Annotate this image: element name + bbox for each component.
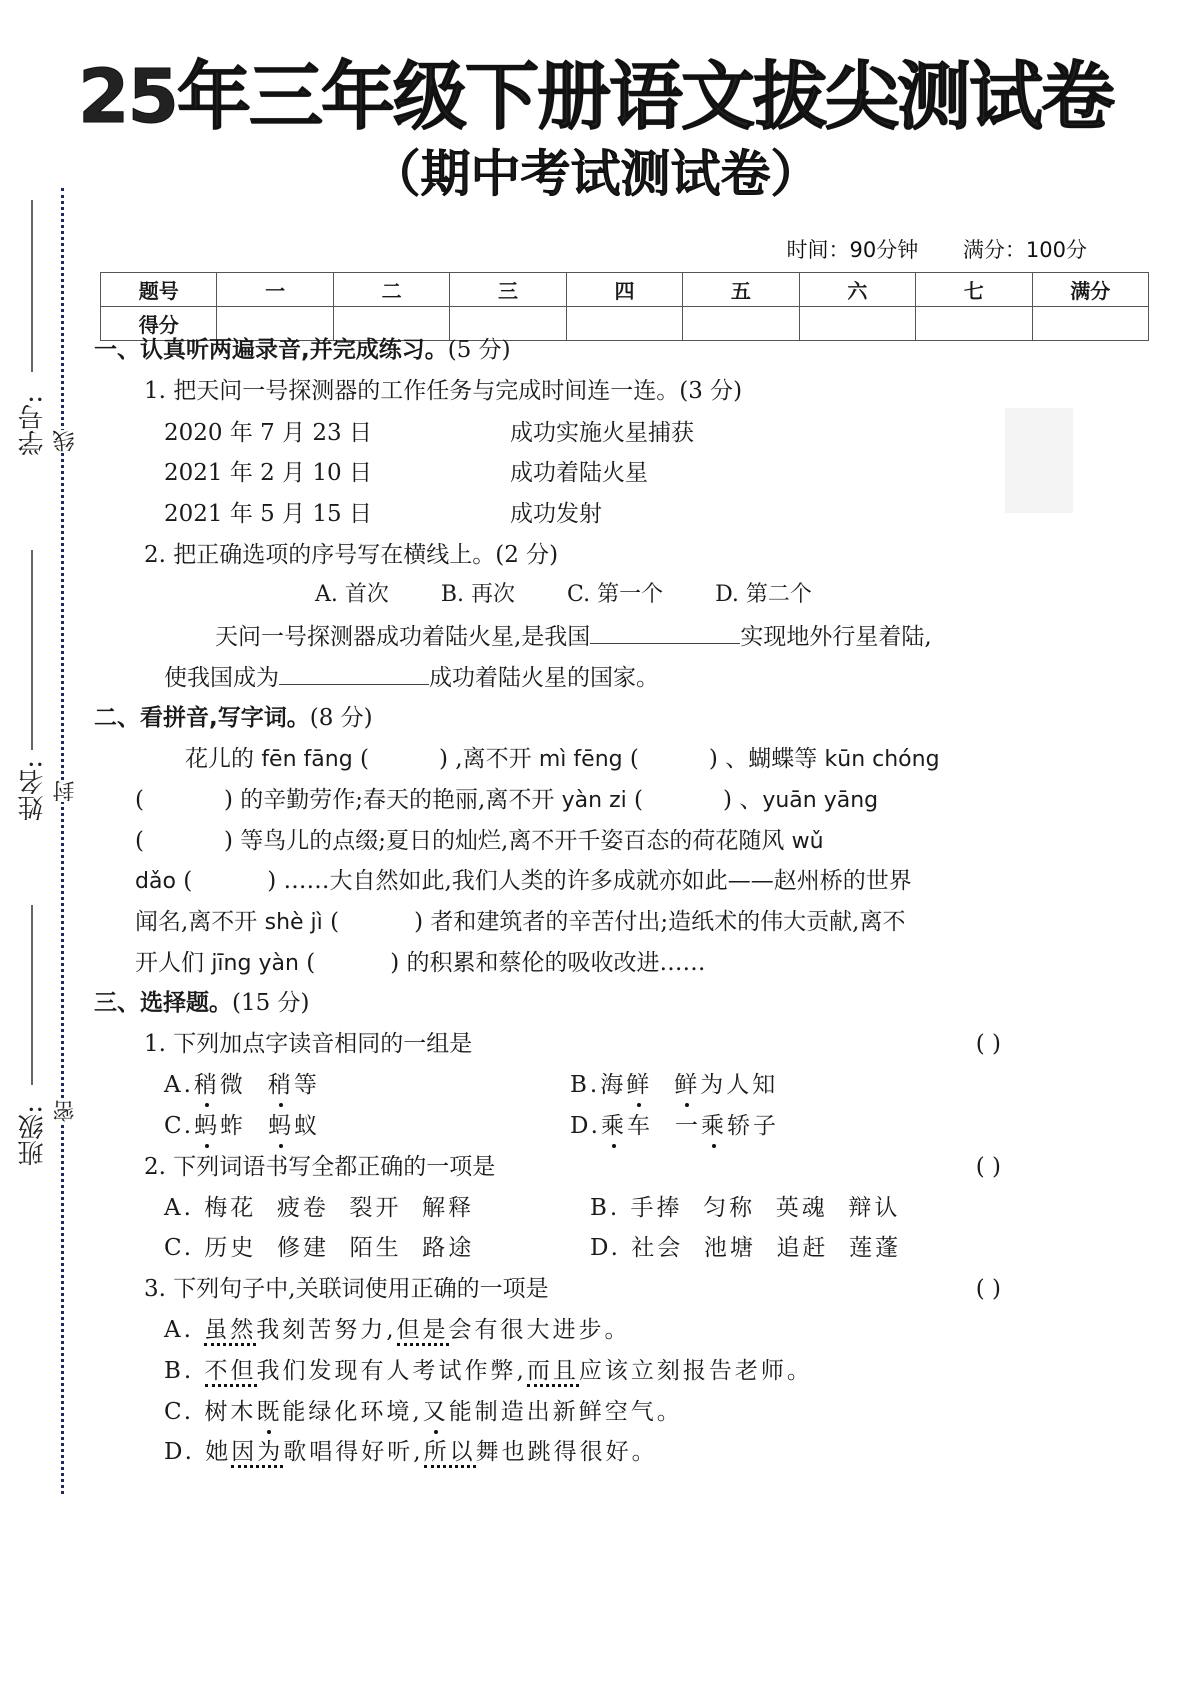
- column-header: 六: [799, 273, 915, 307]
- connective-word: 但是: [397, 1317, 449, 1346]
- score-cell[interactable]: [1032, 307, 1149, 341]
- option-letter: B.: [570, 1072, 601, 1098]
- section-1-heading: [94, 335, 511, 365]
- s2-line: [135, 907, 905, 938]
- section-points: (8 分): [309, 705, 373, 731]
- paren: (: [622, 746, 639, 772]
- option: D. 第二个: [715, 582, 812, 607]
- option: C. 第一个: [567, 582, 664, 607]
- connective-word: 又: [422, 1399, 449, 1425]
- exam-full-score: 满分：100分: [962, 238, 1087, 262]
- text: 一: [674, 1113, 701, 1139]
- score-cell[interactable]: [916, 307, 1032, 341]
- sentence-text: 使我国成为: [164, 665, 279, 691]
- emphasized-char: 稍: [267, 1072, 294, 1098]
- paren: (: [322, 909, 340, 935]
- column-header: 一: [217, 273, 333, 307]
- option: A. 首次: [315, 582, 389, 607]
- s3-q2-prompt: 2. 下列词语书写全都正确的一项是: [144, 1154, 496, 1180]
- seal-char-line: 线: [50, 430, 81, 452]
- text: 车: [626, 1113, 653, 1139]
- score-table-header-row: [101, 273, 1149, 307]
- text: 开人们: [135, 950, 212, 976]
- s2-line: [135, 826, 824, 857]
- section-title: 二、看拼音,写字词。: [94, 705, 310, 731]
- s3-q3-option-d[interactable]: [164, 1437, 658, 1467]
- text: 花儿的: [185, 746, 262, 772]
- answer-blank[interactable]: [279, 662, 429, 685]
- s3-q2-option-c[interactable]: C. 历史 修建 陌生 路途: [164, 1235, 475, 1261]
- column-header: 四: [566, 273, 682, 307]
- text: ) 者和建筑者的辛苦付出;造纸术的伟大贡献,离不: [414, 909, 906, 935]
- exam-meta: [748, 234, 1087, 264]
- paren: (: [298, 950, 316, 976]
- emphasized-char: 乘: [700, 1113, 727, 1139]
- seal-char-seal: 封: [50, 780, 81, 802]
- pinyin: mì fēng: [538, 747, 623, 772]
- s1-q1-date: 2020 年 7 月 23 日: [164, 420, 372, 446]
- text: 蚱: [220, 1113, 247, 1139]
- name-underline: [31, 550, 33, 750]
- binding-dotted-line: [61, 188, 64, 1494]
- s3-q1-option-b[interactable]: [570, 1070, 778, 1100]
- row-label: 题号: [101, 273, 217, 307]
- s1-q2-options: [315, 580, 812, 610]
- score-table: [100, 272, 1149, 341]
- text: 能制造出新鲜空气。: [448, 1399, 683, 1425]
- text: 歌唱得好听,: [283, 1439, 424, 1465]
- student-id-underline: [31, 200, 33, 372]
- column-header: 七: [916, 273, 1032, 307]
- row-label: 得分: [101, 307, 217, 341]
- text: 我们发现有人考试作弊,: [256, 1358, 527, 1384]
- s3-q2-option-d[interactable]: D. 社会 池塘 追赶 莲蓬: [590, 1235, 902, 1261]
- option-letter: C.: [164, 1113, 195, 1139]
- emphasized-char: 鲜: [626, 1072, 653, 1098]
- text: D. 她: [164, 1439, 232, 1465]
- s2-line: [135, 866, 912, 897]
- option-letter: B.: [164, 1358, 205, 1384]
- s1-q1-date: 2021 年 5 月 15 日: [164, 501, 372, 527]
- s3-q3-prompt: 3. 下列句子中,关联词使用正确的一项是: [144, 1276, 549, 1302]
- student-id-label: 学号:: [18, 395, 48, 456]
- option-letter: A.: [164, 1317, 205, 1343]
- section-points: (15 分): [232, 990, 310, 1016]
- s3-q1-prompt: 1. 下列加点字读音相同的一组是: [144, 1031, 473, 1057]
- text: ) 、蝴蝶等: [708, 746, 825, 772]
- text: ) 的积累和蔡伦的吸收改进……: [390, 950, 706, 976]
- connective-word: 而且: [527, 1358, 579, 1387]
- exam-time: 时间：90分钟: [786, 238, 919, 262]
- text: 蚁: [294, 1113, 321, 1139]
- class-underline: [31, 905, 33, 1085]
- pinyin: fēn fāng: [261, 747, 353, 772]
- text: 微: [219, 1072, 246, 1098]
- section-points: (5 分): [447, 337, 511, 363]
- pinyin: yàn zi: [561, 788, 627, 813]
- section-3-heading: [94, 988, 310, 1018]
- pinyin: wǔ: [791, 829, 824, 854]
- emphasized-char: 蚂: [268, 1113, 295, 1139]
- s1-q2-sentence-line1: [215, 621, 932, 652]
- section-title: 三、选择题。: [94, 990, 232, 1016]
- s3-q3-option-c[interactable]: [164, 1397, 683, 1427]
- pinyin: kūn chóng: [824, 747, 940, 772]
- score-cell[interactable]: [799, 307, 915, 341]
- connective-word: 虽然: [204, 1317, 256, 1346]
- emphasized-char: 鲜: [674, 1072, 701, 1098]
- s3-q1-option-c[interactable]: [164, 1111, 320, 1141]
- text: ) ,离不开: [438, 746, 539, 772]
- option: B. 再次: [440, 582, 516, 607]
- pinyin: dǎo: [135, 869, 176, 894]
- text: 舞也跳得很好。: [475, 1439, 658, 1465]
- s3-q3-option-a[interactable]: [164, 1315, 631, 1345]
- text: 海: [600, 1072, 627, 1098]
- text: 我刻苦努力,: [256, 1317, 397, 1343]
- s3-q3-option-b[interactable]: [164, 1356, 813, 1386]
- connective-word: 所以: [424, 1439, 476, 1468]
- seal-char-secret: 密: [50, 1100, 81, 1122]
- section-title: 一、认真听两遍录音,并完成练习。: [94, 337, 448, 363]
- paren: (: [352, 746, 369, 772]
- emphasized-char: 蚂: [194, 1113, 221, 1139]
- paren: (: [626, 787, 644, 813]
- column-header: 二: [333, 273, 449, 307]
- page-subtitle: （期中考试测试卷）: [370, 145, 821, 203]
- scan-artifact: [1005, 408, 1073, 513]
- answer-paren[interactable]: ( ): [975, 1276, 1001, 1302]
- pinyin: jīng yàn: [211, 951, 299, 976]
- sentence-text: 实现地外行星着陆,: [740, 624, 932, 650]
- score-cell[interactable]: [683, 307, 799, 341]
- page-title: 25年三年级下册语文拔尖测试卷: [78, 54, 1113, 140]
- option-letter: A.: [164, 1072, 194, 1098]
- s2-line: [135, 948, 705, 979]
- s1-q2-sentence-line2: [164, 662, 659, 693]
- text: 能绿化环境,: [282, 1399, 423, 1425]
- pinyin: yuān yāng: [762, 788, 879, 813]
- text: 闻名,离不开: [135, 909, 265, 935]
- text: 应该立刻报告老师。: [578, 1358, 813, 1384]
- s3-q2-option-b[interactable]: B. 手捧 匀称 英魂 辩认: [590, 1195, 901, 1221]
- sentence-text: 成功着陆火星的国家。: [429, 665, 659, 691]
- text: 为人知: [700, 1072, 779, 1098]
- text: 会有很大进步。: [448, 1317, 631, 1343]
- option-letter: D.: [570, 1113, 601, 1139]
- emphasized-char: 乘: [600, 1113, 627, 1139]
- sentence-text: 天问一号探测器成功着陆火星,是我国: [215, 624, 591, 650]
- emphasized-char: 稍: [193, 1072, 220, 1098]
- paren: (: [135, 787, 144, 813]
- pinyin: shè jì: [264, 910, 323, 935]
- s3-q2-option-a[interactable]: A. 梅花 疲卷 裂开 解释: [164, 1195, 475, 1221]
- paren: (: [175, 868, 193, 894]
- s1-q1-task: 成功着陆火星: [510, 460, 648, 486]
- s1-q1-task: 成功实施火星捕获: [510, 420, 694, 446]
- section-2-heading: [94, 703, 373, 733]
- text: ) 的辛勤劳作;春天的艳丽,离不开: [223, 787, 562, 813]
- score-cell[interactable]: [566, 307, 682, 341]
- class-label: 班级:: [18, 1105, 48, 1166]
- text: ) 、: [723, 787, 763, 813]
- s1-q1-task: 成功发射: [510, 501, 602, 527]
- s3-q1-option-d[interactable]: [570, 1111, 779, 1141]
- s3-q1-option-a[interactable]: [164, 1070, 320, 1100]
- s2-line: [135, 785, 878, 816]
- answer-paren[interactable]: ( ): [975, 1031, 1001, 1057]
- answer-blank[interactable]: [590, 621, 740, 644]
- column-header: 五: [683, 273, 799, 307]
- s1-q1-prompt: 1. 把天问一号探测器的工作任务与完成时间连一连。(3 分): [144, 378, 743, 404]
- answer-paren[interactable]: ( ): [975, 1154, 1001, 1180]
- paren: (: [135, 828, 144, 854]
- name-label: 姓名:: [18, 760, 48, 821]
- s1-q1-date: 2021 年 2 月 10 日: [164, 460, 372, 486]
- column-header: 三: [450, 273, 566, 307]
- text: ) ……大自然如此,我们人类的许多成就亦如此——赵州桥的世界: [267, 868, 912, 894]
- connective-word: 因为: [231, 1439, 283, 1468]
- s1-q2-prompt: 2. 把正确选项的序号写在横线上。(2 分): [144, 542, 559, 568]
- text: C. 树木: [164, 1399, 257, 1425]
- connective-word: 既: [256, 1399, 283, 1425]
- text: 轿子: [726, 1113, 779, 1139]
- s2-line: [185, 744, 940, 775]
- text: 等: [293, 1072, 320, 1098]
- text: ) 等鸟儿的点缀;夏日的灿烂,离不开千姿百态的荷花随风: [223, 828, 792, 854]
- column-header: 满分: [1032, 273, 1149, 307]
- connective-word: 不但: [205, 1358, 257, 1387]
